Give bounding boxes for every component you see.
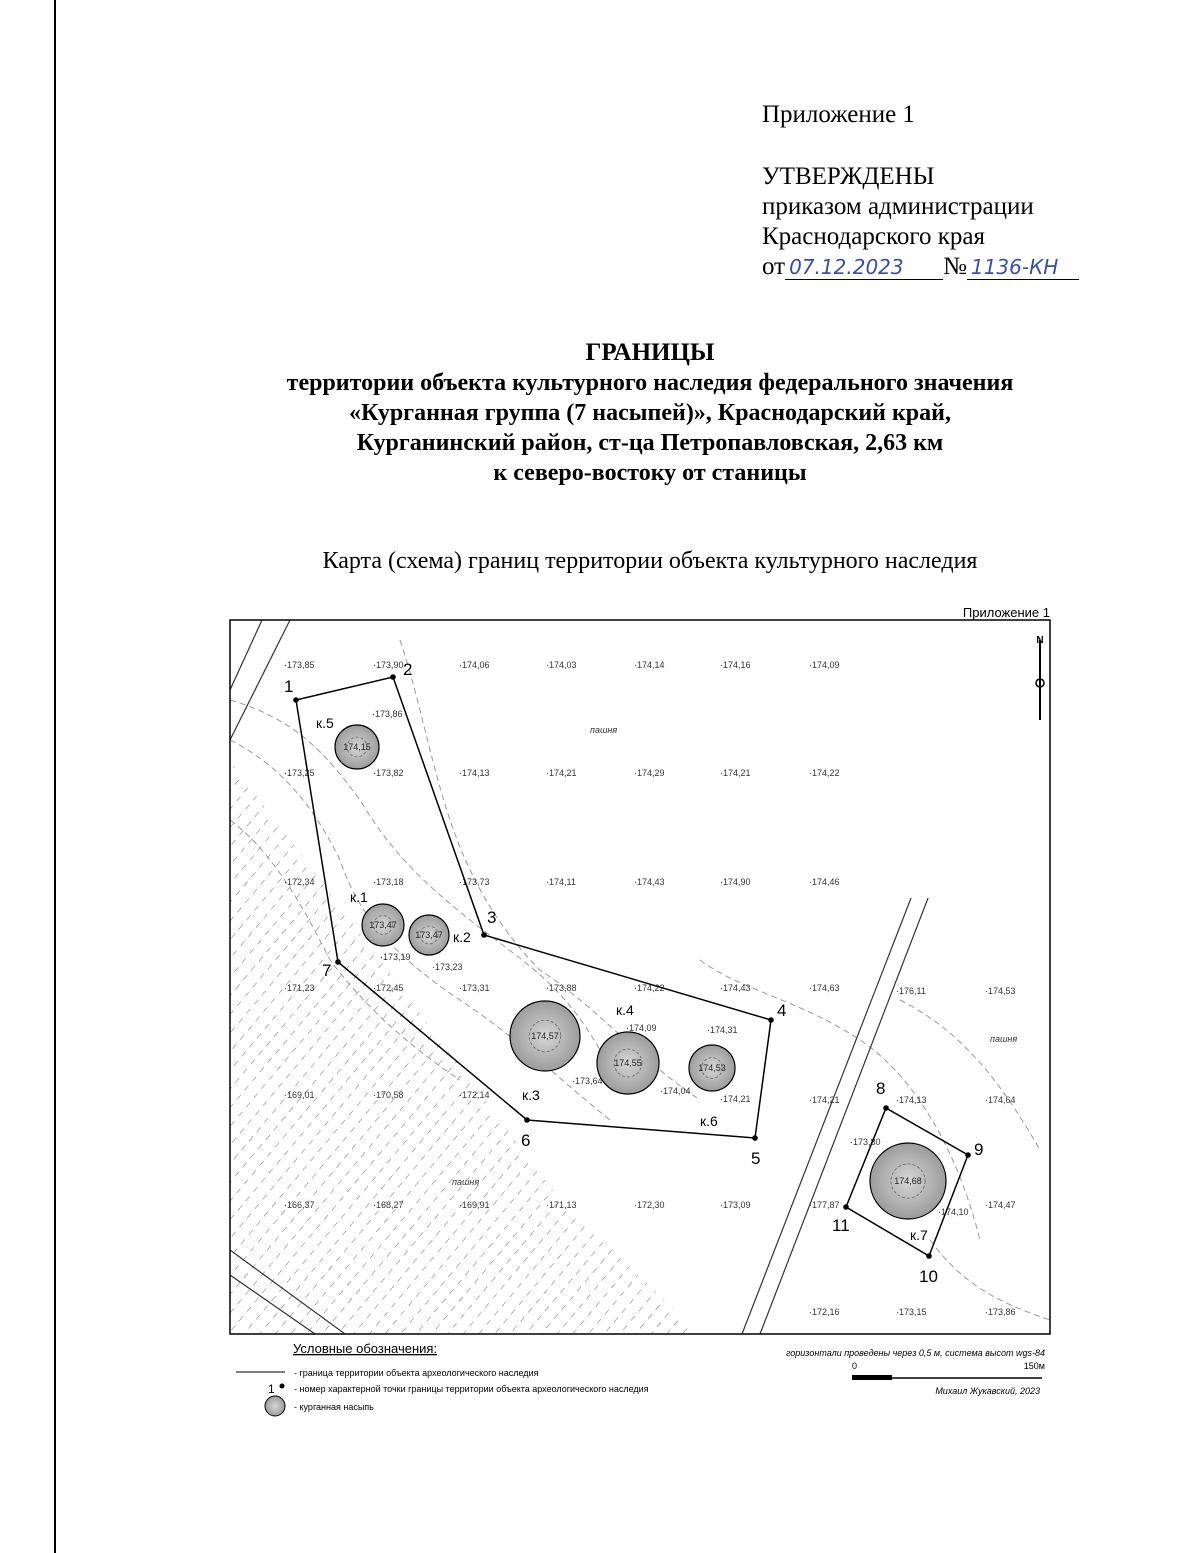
approved-heading: УТВЕРЖДЕНЫ	[762, 163, 935, 190]
grid-elevation: ·174,46	[809, 877, 840, 887]
boundary-point-marker	[965, 1152, 971, 1158]
date-prefix: от	[762, 253, 786, 280]
map-subtitle: Карта (схема) границ территории объекта культурного наследия	[322, 548, 978, 574]
mound-label: к.4	[616, 1002, 634, 1018]
spot-elevation: ·173,19	[380, 952, 411, 962]
grid-elevation: ·174,21	[546, 768, 577, 778]
legend-item-point: - номер характерной точки границы территории объекта археологического наследия	[294, 1384, 649, 1394]
boundary-point-number: 5	[751, 1149, 761, 1168]
grid-elevation: ·173,88	[546, 983, 577, 993]
grid-elevation: ·173,18	[373, 877, 404, 887]
grid-elevation: ·174,13	[459, 768, 490, 778]
mound-elevation: 174,55	[614, 1058, 642, 1068]
spot-elevation: ·173,86	[372, 709, 403, 719]
scale-start: 0	[852, 1361, 858, 1371]
land-label-3: пашня	[452, 1177, 480, 1187]
approved-line2: приказом администрации	[762, 193, 1034, 220]
spot-elevation: ·173,64	[572, 1076, 603, 1086]
spot-elevation: ·174,31	[707, 1025, 738, 1035]
grid-elevation: ·174,43	[720, 983, 751, 993]
number-prefix: №	[943, 253, 967, 280]
spot-elevation: ·174,04	[660, 1086, 691, 1096]
author-credit: Михаил Жукавский, 2023	[935, 1386, 1040, 1396]
grid-elevation: ·174,21	[720, 768, 751, 778]
grid-elevation: ·174,11	[546, 877, 576, 887]
grid-elevation: ·174,09	[809, 660, 840, 670]
grid-elevation: ·174,16	[720, 660, 751, 670]
boundary-point-number: 6	[521, 1131, 531, 1150]
boundary-point-marker	[926, 1253, 932, 1259]
mound-elevation: 174,68	[894, 1176, 922, 1186]
boundary-point-number: 10	[919, 1267, 938, 1286]
grid-elevation: ·173,15	[896, 1307, 927, 1317]
title-line1: ГРАНИЦЫ	[585, 339, 715, 366]
scale-bar-segment	[852, 1375, 892, 1380]
boundary-point-number: 4	[777, 1001, 787, 1020]
boundary-point-marker	[752, 1135, 758, 1141]
boundary-point-number: 11	[832, 1216, 850, 1235]
grid-elevation: ·170,58	[373, 1090, 404, 1100]
approved-line3: Краснодарского края	[762, 223, 985, 250]
spot-elevation: ·173,23	[432, 962, 463, 972]
grid-elevation: ·177,87	[809, 1200, 840, 1210]
grid-elevation: ·173,85	[284, 660, 315, 670]
grid-elevation: ·174,47	[985, 1200, 1016, 1210]
grid-elevation: ·168,27	[373, 1200, 404, 1210]
spot-elevation: ·173,80	[850, 1137, 881, 1147]
map-blank-panel	[872, 624, 1047, 898]
boundary-point-marker	[390, 674, 396, 680]
grid-elevation: ·172,45	[373, 983, 404, 993]
grid-elevation: ·169,01	[284, 1090, 315, 1100]
grid-elevation: ·174,06	[459, 660, 490, 670]
spot-elevation: ·174,09	[626, 1023, 657, 1033]
grid-elevation: ·172,16	[809, 1307, 840, 1317]
north-label: N	[1036, 635, 1044, 646]
boundary-point-marker	[843, 1204, 849, 1210]
boundary-point-marker	[524, 1117, 530, 1123]
boundary-point-number: 3	[487, 908, 497, 927]
grid-elevation: ·174,21	[809, 1095, 840, 1105]
boundary-point-number: 2	[403, 660, 413, 679]
title-line3: «Курганная группа (7 насыпей)», Краснодарский край,	[349, 400, 951, 426]
legend-title: Условные обозначения:	[293, 1341, 438, 1356]
mound-elevation: 174,53	[698, 1063, 726, 1073]
mound-elevation: 173,47	[369, 920, 397, 930]
grid-elevation: ·174,63	[809, 983, 840, 993]
grid-elevation: ·173,31	[459, 983, 490, 993]
grid-elevation: ·172,14	[459, 1090, 490, 1100]
scale-note: горизонтали проведены через 0,5 м, система высот wgs-84	[785, 1348, 1045, 1358]
grid-elevation: ·174,43	[634, 877, 665, 887]
mound-label: к.3	[522, 1087, 540, 1103]
mound-label: к.1	[350, 889, 368, 905]
mound-label: к.2	[453, 929, 471, 945]
legend-point-sample	[280, 1384, 285, 1389]
land-label-2: пашня	[990, 1034, 1018, 1044]
appendix-label: Приложение 1	[762, 101, 915, 128]
mound-label: к.7	[910, 1227, 928, 1243]
legend-item-boundary: - граница территории объекта археологического наследия	[294, 1368, 539, 1378]
boundary-point-marker	[883, 1105, 889, 1111]
spot-elevation: ·174,21	[720, 1094, 751, 1104]
grid-elevation: ·174,90	[720, 877, 751, 887]
scale-end: 150м	[1023, 1361, 1045, 1371]
map-legend	[236, 1341, 649, 1416]
grid-elevation: ·173,25	[284, 768, 315, 778]
legend-item-mound: - курганная насыпь	[294, 1402, 374, 1412]
grid-elevation: ·174,13	[896, 1095, 927, 1105]
boundary-point-marker	[335, 959, 341, 965]
title-line4: Курганинский район, ст-ца Петропавловская, 2,63 км	[356, 430, 944, 456]
boundary-point-number: 9	[974, 1140, 984, 1159]
mound-label: к.5	[316, 715, 334, 731]
grid-elevation: ·169,91	[459, 1200, 490, 1210]
grid-elevation: ·176,11	[896, 986, 926, 996]
boundary-point-marker	[293, 697, 299, 703]
grid-elevation: ·172,34	[284, 877, 315, 887]
boundary-point-number: 8	[876, 1079, 886, 1098]
grid-elevation: ·174,22	[809, 768, 840, 778]
title-line2: территории объекта культурного наследия федерального значения	[286, 370, 1014, 396]
mound-elevation: 174,15	[343, 742, 371, 752]
grid-elevation: ·174,53	[985, 986, 1016, 996]
mound-elevation: 173,47	[415, 930, 443, 940]
boundary-point-number: 1	[284, 677, 294, 696]
land-label-1: пашня	[590, 725, 618, 735]
map-corner-label: Приложение 1	[962, 605, 1050, 620]
grid-elevation: ·173,86	[985, 1307, 1016, 1317]
grid-elevation: ·173,09	[720, 1200, 751, 1210]
legend-mound-sample	[265, 1396, 285, 1416]
grid-elevation: ·174,14	[634, 660, 665, 670]
grid-elevation: ·171,13	[546, 1200, 577, 1210]
grid-elevation: ·171,23	[284, 983, 315, 993]
mound-label: к.6	[700, 1113, 718, 1129]
boundary-point-marker	[768, 1017, 774, 1023]
mound-elevation: 174,57	[531, 1031, 559, 1041]
boundary-point-number: 7	[322, 961, 332, 980]
grid-elevation: ·166,37	[284, 1200, 315, 1210]
scale-block	[786, 1348, 1045, 1396]
grid-elevation: ·174,64	[985, 1095, 1016, 1105]
grid-elevation: ·173,82	[373, 768, 404, 778]
grid-elevation: ·173,73	[459, 877, 490, 887]
grid-elevation: ·174,22	[634, 983, 665, 993]
grid-elevation: ·174,03	[546, 660, 577, 670]
grid-elevation: ·172,30	[634, 1200, 665, 1210]
number-value: 1136-КН	[967, 255, 1079, 280]
date-value: 07.12.2023	[785, 255, 943, 280]
grid-elevation: ·173,90	[373, 660, 404, 670]
grid-elevation: ·174,29	[634, 768, 665, 778]
spot-elevation: ·174,10	[938, 1207, 969, 1217]
title-line5: к северо-востоку от станицы	[493, 460, 807, 486]
boundary-point-marker	[481, 932, 487, 938]
legend-point-number: 1	[268, 1382, 275, 1396]
